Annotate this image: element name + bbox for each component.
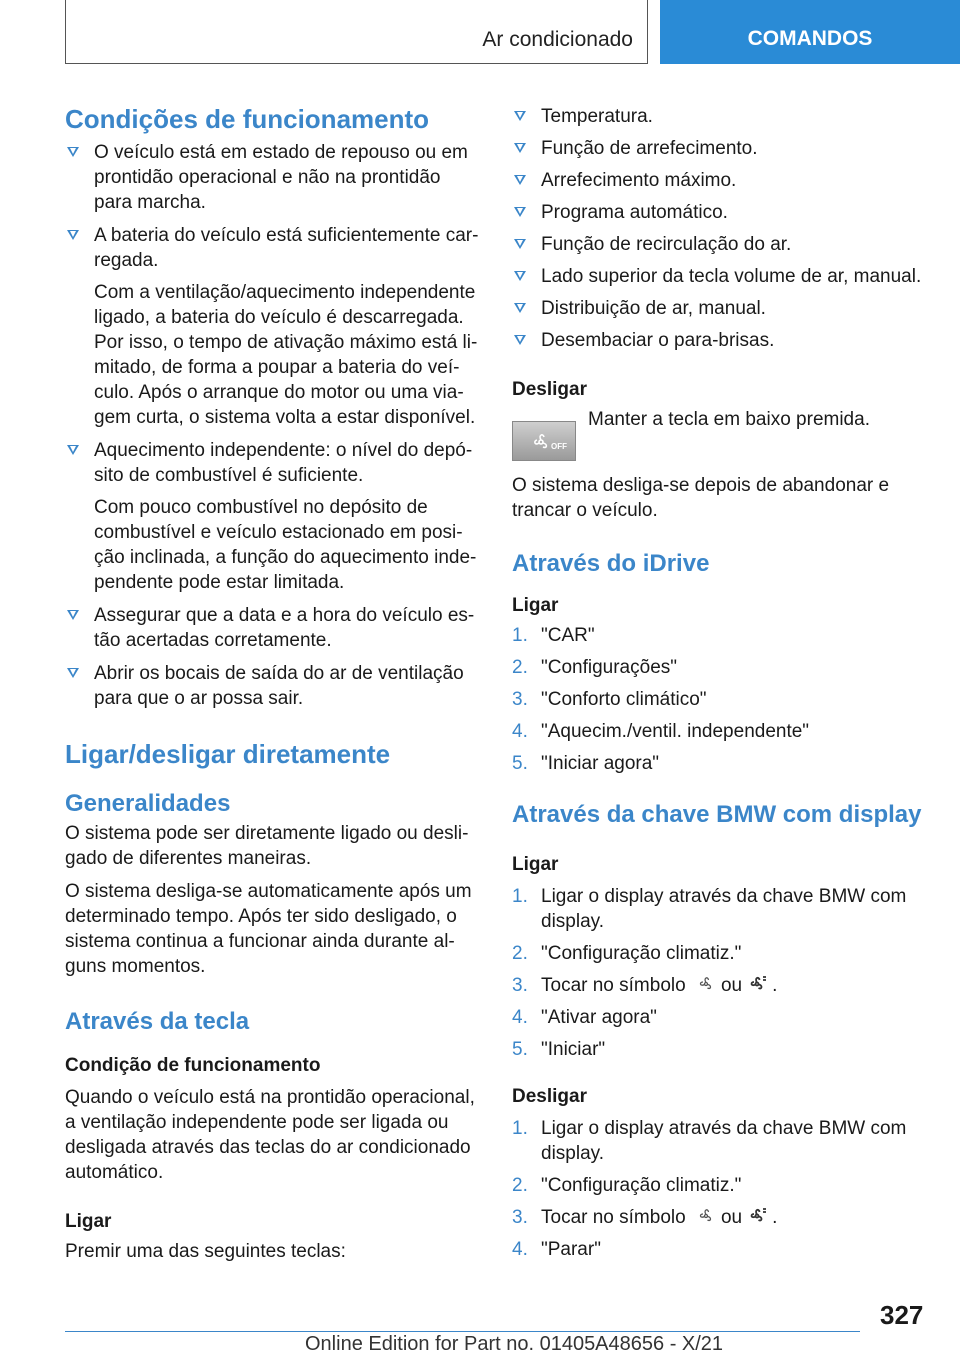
heading-switch-off: Desligar — [512, 379, 587, 400]
list-item: 2. "Configurações" — [512, 657, 678, 678]
list-item: 4. "Ativar agora" — [512, 1007, 657, 1028]
triangle-bullet-icon — [514, 335, 526, 345]
heading-key-off: Desligar — [512, 1086, 587, 1107]
list-item: 2. "Configuração climatiz." — [512, 1175, 742, 1196]
list-item: 4. "Parar" — [512, 1239, 601, 1260]
list-item: Função de recirculação do ar. — [512, 232, 927, 257]
buttons-list — [512, 104, 927, 353]
triangle-bullet-icon — [514, 207, 526, 217]
heading-via-key-display: Através da chave BMW com display — [512, 801, 922, 828]
fan-max-icon — [746, 974, 768, 994]
heading-operating-conditions: Condições de funcionamento — [65, 104, 430, 134]
list-item: Aquecimento independente: o nível do depó-sito de combustível é suficiente. Com pouco combustível no depósito de combustível e veículo estacionado em posi-ção inclinada, a função do aquecimento inde-pendente pode estar limitada. — [65, 438, 480, 595]
key-off-steps — [512, 1116, 927, 1262]
heading-via-idrive: Através do iDrive — [512, 550, 710, 577]
triangle-bullet-icon — [514, 271, 526, 281]
idrive-steps — [512, 623, 927, 776]
list-item: Arrefecimento máximo. — [512, 168, 927, 193]
list-item: 4. "Aquecim./ventil. independente" — [512, 721, 810, 742]
triangle-bullet-icon — [67, 668, 79, 678]
triangle-bullet-icon — [514, 239, 526, 249]
triangle-bullet-icon — [514, 143, 526, 153]
footer-edition: Online Edition for Part no. 01405A48656 - X/21 — [305, 1333, 724, 1355]
list-item: 1. "CAR" — [512, 625, 595, 646]
general-paragraph-1: O sistema pode ser diretamente ligado ou desli-gado de diferentes maneiras. — [65, 823, 469, 869]
fan-icon — [695, 1206, 717, 1226]
list-item-note: Com a ventilação/aquecimento independente ligado, a bateria do veículo é descarregada. Por isso, o tempo de ativação máximo está li-mitado, de forma a poupar a bateria do veí-culo. Após o arranque do motor ou uma via-gem curta, o sistema volta a estar disponível. — [94, 282, 478, 428]
off-key-text: Manter a tecla em baixo premida. — [588, 409, 870, 430]
list-item: 2. "Configuração climatiz." — [512, 943, 742, 964]
general-paragraph-2: O sistema desliga-se automaticamente após um determinado tempo. Após ter sido desligado, o sistema continua a funcionar ainda durante al-guns momentos. — [65, 881, 472, 977]
heading-direct-on-off: Ligar/desligar diretamente — [65, 739, 391, 769]
list-item: Desembaciar o para-brisas. — [512, 328, 927, 353]
list-item: O veículo está em estado de repouso ou em prontidão operacional e não na prontidão para marcha. — [65, 140, 480, 215]
triangle-bullet-icon — [514, 111, 526, 121]
triangle-bullet-icon — [67, 147, 79, 157]
heading-idrive-on: Ligar — [512, 595, 559, 616]
page-number: 327 — [880, 1300, 924, 1330]
list-item-note: Com pouco combustível no depósito de combustível e veículo estacionado em posi-ção inclinada, a função do aquecimento inde-pendente pode estar limitada. — [94, 497, 477, 593]
chapter-tab: COMANDOS — [660, 0, 960, 64]
list-item: Lado superior da tecla volume de ar, manual. — [512, 264, 927, 289]
switch-on-paragraph: Premir uma das seguintes teclas: — [65, 1241, 346, 1262]
triangle-bullet-icon — [67, 445, 79, 455]
list-item: 5. "Iniciar agora" — [512, 753, 660, 774]
off-key-row — [512, 407, 927, 461]
fan-off-icon — [513, 422, 577, 462]
right-column — [512, 100, 927, 1262]
list-item: Assegurar que a data e a hora do veículo es-tão acertadas corretamente. — [65, 603, 480, 653]
fan-max-icon — [746, 1206, 768, 1226]
heading-key-on: Ligar — [512, 854, 559, 875]
list-item: 1. Ligar o display através da chave BMW com display. — [512, 886, 907, 932]
triangle-bullet-icon — [67, 610, 79, 620]
list-item: Distribuição de ar, manual. — [512, 296, 927, 321]
list-item: Temperatura. — [512, 104, 927, 129]
conditions-list — [65, 140, 480, 711]
list-item: Função de arrefecimento. — [512, 136, 927, 161]
off-paragraph: O sistema desliga-se depois de abandonar e trancar o veículo. — [512, 475, 890, 521]
list-item: 5. "Iniciar" — [512, 1039, 606, 1060]
list-item: A bateria do veículo está suficientemente car-regada. Com a ventilação/aquecimento independente ligado, a bateria do veículo é descarregada. Por isso, o tempo de ativação máximo está li-mitado, de forma a poupar a bateria do veí-culo. Após o arranque do motor ou uma via-gem curta, o sistema volta a estar disponível. — [65, 223, 480, 430]
heading-switch-on: Ligar — [65, 1211, 112, 1232]
condition-paragraph: Quando o veículo está na prontidão operacional, a ventilação independente pode ser ligada ou desligada através das teclas do ar condicionado automático. — [65, 1087, 475, 1183]
footer-divider — [65, 1331, 860, 1332]
heading-operating-condition: Condição de funcionamento — [65, 1055, 321, 1076]
triangle-bullet-icon — [514, 303, 526, 313]
heading-via-button: Através da tecla — [65, 1008, 250, 1035]
off-key-label: OFF — [551, 442, 567, 451]
list-item: Abrir os bocais de saída do ar de ventilação para que o ar possa sair. — [65, 661, 480, 711]
key-on-steps — [512, 884, 927, 1062]
section-title: Ar condicionado — [482, 28, 633, 51]
triangle-bullet-icon — [67, 230, 79, 240]
list-item: 1. Ligar o display através da chave BMW com display. — [512, 1118, 907, 1164]
left-column — [65, 100, 480, 1264]
off-key-image — [512, 421, 576, 461]
list-item: Programa automático. — [512, 200, 927, 225]
header-section-box — [65, 0, 648, 64]
fan-icon — [695, 974, 717, 994]
list-item: 3. "Conforto climático" — [512, 689, 707, 710]
heading-general: Generalidades — [65, 790, 231, 817]
triangle-bullet-icon — [514, 175, 526, 185]
list-item: 3. Tocar no símbolo ou . — [512, 1207, 778, 1228]
list-item: 3. Tocar no símbolo ou . — [512, 975, 778, 996]
